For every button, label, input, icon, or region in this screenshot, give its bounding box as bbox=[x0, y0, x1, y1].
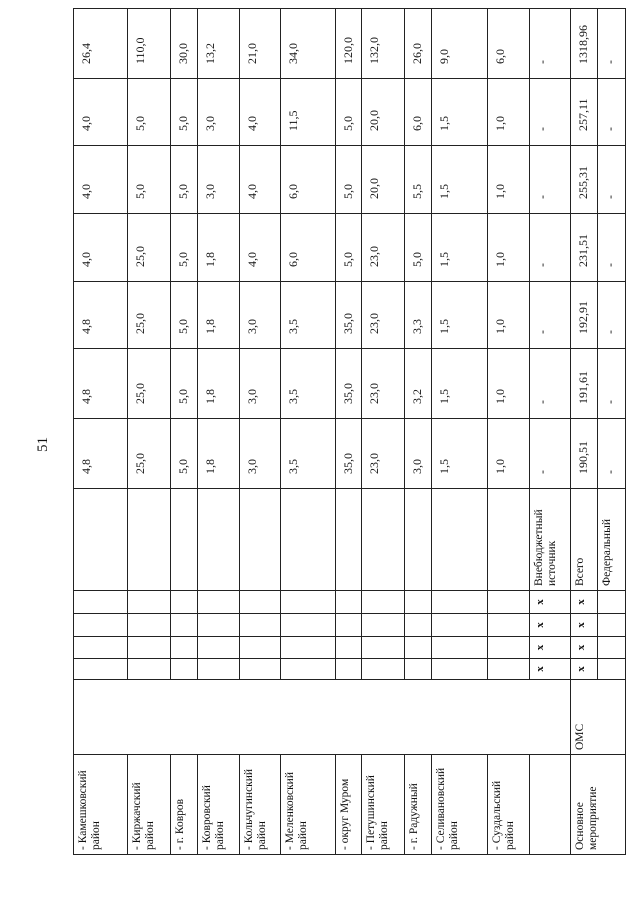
x-cell: x bbox=[571, 637, 598, 659]
x-cell bbox=[198, 659, 240, 680]
value-cell: 192,91 bbox=[571, 282, 598, 349]
value-cell: 1,5 bbox=[432, 419, 488, 489]
value-cell: 35,0 bbox=[336, 282, 362, 349]
x-cell bbox=[74, 637, 128, 659]
source-cell bbox=[336, 489, 362, 591]
x-cell bbox=[171, 614, 198, 637]
x-cell bbox=[171, 591, 198, 614]
value-cell: 23,0 bbox=[362, 419, 405, 489]
value-cell: 1,8 bbox=[198, 419, 240, 489]
x-cell bbox=[281, 637, 336, 659]
value-cell: 35,0 bbox=[336, 419, 362, 489]
value-cell: 5,0 bbox=[405, 214, 432, 282]
source-label: Всего bbox=[571, 489, 598, 591]
value-cell: 20,0 bbox=[362, 146, 405, 214]
omc-label: ОМС bbox=[571, 680, 626, 755]
value-cell: 3,0 bbox=[240, 282, 281, 349]
value-cell: 231,51 bbox=[571, 214, 598, 282]
value-cell: 1,0 bbox=[488, 214, 530, 282]
x-cell bbox=[171, 659, 198, 680]
x-cell bbox=[128, 614, 171, 637]
value-cell: 1,0 bbox=[488, 282, 530, 349]
x-cell: x bbox=[571, 591, 598, 614]
district-name: - Селивановский район bbox=[432, 755, 488, 855]
x-cell bbox=[405, 659, 432, 680]
blank-merged-cell bbox=[74, 680, 571, 755]
value-cell: 1,5 bbox=[432, 214, 488, 282]
funding-table bbox=[73, 8, 626, 855]
source-cell bbox=[198, 489, 240, 591]
value-cell: 3,5 bbox=[281, 282, 336, 349]
x-cell bbox=[488, 614, 530, 637]
value-cell: 1,5 bbox=[432, 79, 488, 146]
district-name bbox=[530, 755, 571, 855]
x-cell bbox=[432, 614, 488, 637]
district-name: - г. Радужный bbox=[405, 755, 432, 855]
value-cell: 3,0 bbox=[198, 146, 240, 214]
value-cell: 1,0 bbox=[488, 79, 530, 146]
value-cell: 3,0 bbox=[405, 419, 432, 489]
value-cell: 190,51 bbox=[571, 419, 598, 489]
x-cell bbox=[128, 637, 171, 659]
source-cell bbox=[74, 489, 128, 591]
source-cell bbox=[281, 489, 336, 591]
x-cell bbox=[281, 591, 336, 614]
value-cell: 23,0 bbox=[362, 214, 405, 282]
value-cell: 3,2 bbox=[405, 349, 432, 419]
value-cell: - bbox=[598, 9, 626, 79]
value-cell: 1,5 bbox=[432, 146, 488, 214]
value-cell: 21,0 bbox=[240, 9, 281, 79]
source-cell bbox=[405, 489, 432, 591]
value-cell: 3,5 bbox=[281, 349, 336, 419]
value-cell: 4,8 bbox=[74, 419, 128, 489]
value-cell: 120,0 bbox=[336, 9, 362, 79]
district-name: - г. Ковров bbox=[171, 755, 198, 855]
source-cell bbox=[488, 489, 530, 591]
x-cell bbox=[128, 591, 171, 614]
x-cell: x bbox=[571, 614, 598, 637]
value-cell: 5,0 bbox=[171, 282, 198, 349]
value-cell: 132,0 bbox=[362, 9, 405, 79]
value-cell: 1,0 bbox=[488, 146, 530, 214]
x-cell bbox=[74, 591, 128, 614]
value-cell: - bbox=[598, 419, 626, 489]
district-name: - Меленковский район bbox=[281, 755, 336, 855]
source-cell bbox=[240, 489, 281, 591]
x-cell bbox=[171, 637, 198, 659]
value-cell: 6,0 bbox=[281, 146, 336, 214]
value-cell: - bbox=[530, 79, 571, 146]
source-cell bbox=[362, 489, 405, 591]
value-cell: - bbox=[598, 79, 626, 146]
x-cell bbox=[405, 637, 432, 659]
rotated-table-container bbox=[73, 9, 625, 855]
value-cell: 6,0 bbox=[281, 214, 336, 282]
value-cell: 5,0 bbox=[336, 79, 362, 146]
value-cell: 11,5 bbox=[281, 79, 336, 146]
x-cell bbox=[405, 614, 432, 637]
x-cell bbox=[598, 614, 626, 637]
value-cell: 30,0 bbox=[171, 9, 198, 79]
x-cell bbox=[336, 637, 362, 659]
district-name: - Камешковский район bbox=[74, 755, 128, 855]
value-cell: - bbox=[530, 9, 571, 79]
value-cell: - bbox=[530, 419, 571, 489]
value-cell: 255,31 bbox=[571, 146, 598, 214]
district-name: - Петушинский район bbox=[362, 755, 405, 855]
x-cell: x bbox=[530, 591, 571, 614]
x-cell bbox=[362, 614, 405, 637]
value-cell: 1,8 bbox=[198, 214, 240, 282]
x-cell bbox=[488, 637, 530, 659]
value-cell: 4,0 bbox=[74, 214, 128, 282]
x-cell bbox=[198, 637, 240, 659]
x-cell bbox=[281, 614, 336, 637]
x-cell bbox=[432, 591, 488, 614]
value-cell: 6,0 bbox=[488, 9, 530, 79]
district-name: - Киржачский район bbox=[128, 755, 171, 855]
value-cell: 3,0 bbox=[198, 79, 240, 146]
value-cell: 26,0 bbox=[405, 9, 432, 79]
value-cell: 5,5 bbox=[405, 146, 432, 214]
value-cell: - bbox=[530, 146, 571, 214]
x-cell bbox=[336, 614, 362, 637]
value-cell: 34,0 bbox=[281, 9, 336, 79]
value-cell: 35,0 bbox=[336, 349, 362, 419]
value-cell: 257,11 bbox=[571, 79, 598, 146]
value-cell: - bbox=[530, 214, 571, 282]
x-cell: x bbox=[530, 637, 571, 659]
value-cell: 3,0 bbox=[240, 419, 281, 489]
value-cell: 23,0 bbox=[362, 349, 405, 419]
district-name: - Суздальский район bbox=[488, 755, 530, 855]
value-cell: - bbox=[598, 146, 626, 214]
value-cell: 4,0 bbox=[74, 79, 128, 146]
value-cell: 1318,96 bbox=[571, 9, 598, 79]
source-cell bbox=[128, 489, 171, 591]
table-row bbox=[74, 9, 128, 855]
value-cell: 3,5 bbox=[281, 419, 336, 489]
value-cell: 25,0 bbox=[128, 349, 171, 419]
x-cell bbox=[598, 591, 626, 614]
value-cell: 4,8 bbox=[74, 349, 128, 419]
value-cell: 23,0 bbox=[362, 282, 405, 349]
x-cell bbox=[488, 591, 530, 614]
main-activity-name: Основное мероприятие bbox=[571, 755, 626, 855]
value-cell: 9,0 bbox=[432, 9, 488, 79]
value-cell: 25,0 bbox=[128, 214, 171, 282]
page-number: 51 bbox=[35, 437, 51, 452]
value-cell: 1,0 bbox=[488, 419, 530, 489]
value-cell: 5,0 bbox=[128, 146, 171, 214]
value-cell: 5,0 bbox=[336, 146, 362, 214]
value-cell: 3,3 bbox=[405, 282, 432, 349]
value-cell: - bbox=[598, 214, 626, 282]
value-cell: 20,0 bbox=[362, 79, 405, 146]
value-cell: 1,8 bbox=[198, 282, 240, 349]
value-cell: 5,0 bbox=[171, 349, 198, 419]
value-cell: 1,8 bbox=[198, 349, 240, 419]
value-cell: 5,0 bbox=[171, 214, 198, 282]
value-cell: 5,0 bbox=[336, 214, 362, 282]
value-cell: 4,0 bbox=[240, 146, 281, 214]
value-cell: 1,5 bbox=[432, 282, 488, 349]
value-cell: 3,0 bbox=[240, 349, 281, 419]
source-label: Внебюджетный источник bbox=[530, 489, 571, 591]
table-row bbox=[571, 9, 598, 855]
x-cell bbox=[336, 659, 362, 680]
value-cell: 13,2 bbox=[198, 9, 240, 79]
value-cell: 110,0 bbox=[128, 9, 171, 79]
source-cell bbox=[432, 489, 488, 591]
value-cell: - bbox=[598, 282, 626, 349]
value-cell: 4,0 bbox=[240, 79, 281, 146]
x-cell bbox=[362, 591, 405, 614]
value-cell: 4,0 bbox=[74, 146, 128, 214]
x-cell: x bbox=[530, 659, 571, 680]
value-cell: 1,5 bbox=[432, 349, 488, 419]
x-cell bbox=[74, 659, 128, 680]
x-cell bbox=[598, 637, 626, 659]
value-cell: 6,0 bbox=[405, 79, 432, 146]
value-cell: 5,0 bbox=[171, 146, 198, 214]
district-name: - округ Муром bbox=[336, 755, 362, 855]
value-cell: 1,0 bbox=[488, 349, 530, 419]
value-cell: 25,0 bbox=[128, 282, 171, 349]
x-cell: x bbox=[571, 659, 598, 680]
value-cell: 4,8 bbox=[74, 282, 128, 349]
x-cell bbox=[198, 591, 240, 614]
district-name: - Кольчугинский район bbox=[240, 755, 281, 855]
x-cell bbox=[74, 614, 128, 637]
value-cell: - bbox=[530, 349, 571, 419]
value-cell: - bbox=[598, 349, 626, 419]
value-cell: 5,0 bbox=[128, 79, 171, 146]
x-cell bbox=[488, 659, 530, 680]
x-cell bbox=[432, 637, 488, 659]
x-cell: x bbox=[530, 614, 571, 637]
value-cell: 4,0 bbox=[240, 214, 281, 282]
district-name: - Ковровский район bbox=[198, 755, 240, 855]
x-cell bbox=[240, 637, 281, 659]
source-label: Федеральный bbox=[598, 489, 626, 591]
x-cell bbox=[128, 659, 171, 680]
x-cell bbox=[281, 659, 336, 680]
x-cell bbox=[240, 659, 281, 680]
x-cell bbox=[432, 659, 488, 680]
value-cell: 25,0 bbox=[128, 419, 171, 489]
value-cell: 191,61 bbox=[571, 349, 598, 419]
value-cell: 5,0 bbox=[171, 419, 198, 489]
x-cell bbox=[598, 659, 626, 680]
value-cell: 5,0 bbox=[171, 79, 198, 146]
x-cell bbox=[240, 591, 281, 614]
value-cell: 26,4 bbox=[74, 9, 128, 79]
x-cell bbox=[336, 591, 362, 614]
source-cell bbox=[171, 489, 198, 591]
x-cell bbox=[240, 614, 281, 637]
x-cell bbox=[362, 637, 405, 659]
value-cell: - bbox=[530, 282, 571, 349]
x-cell bbox=[198, 614, 240, 637]
x-cell bbox=[362, 659, 405, 680]
x-cell bbox=[405, 591, 432, 614]
